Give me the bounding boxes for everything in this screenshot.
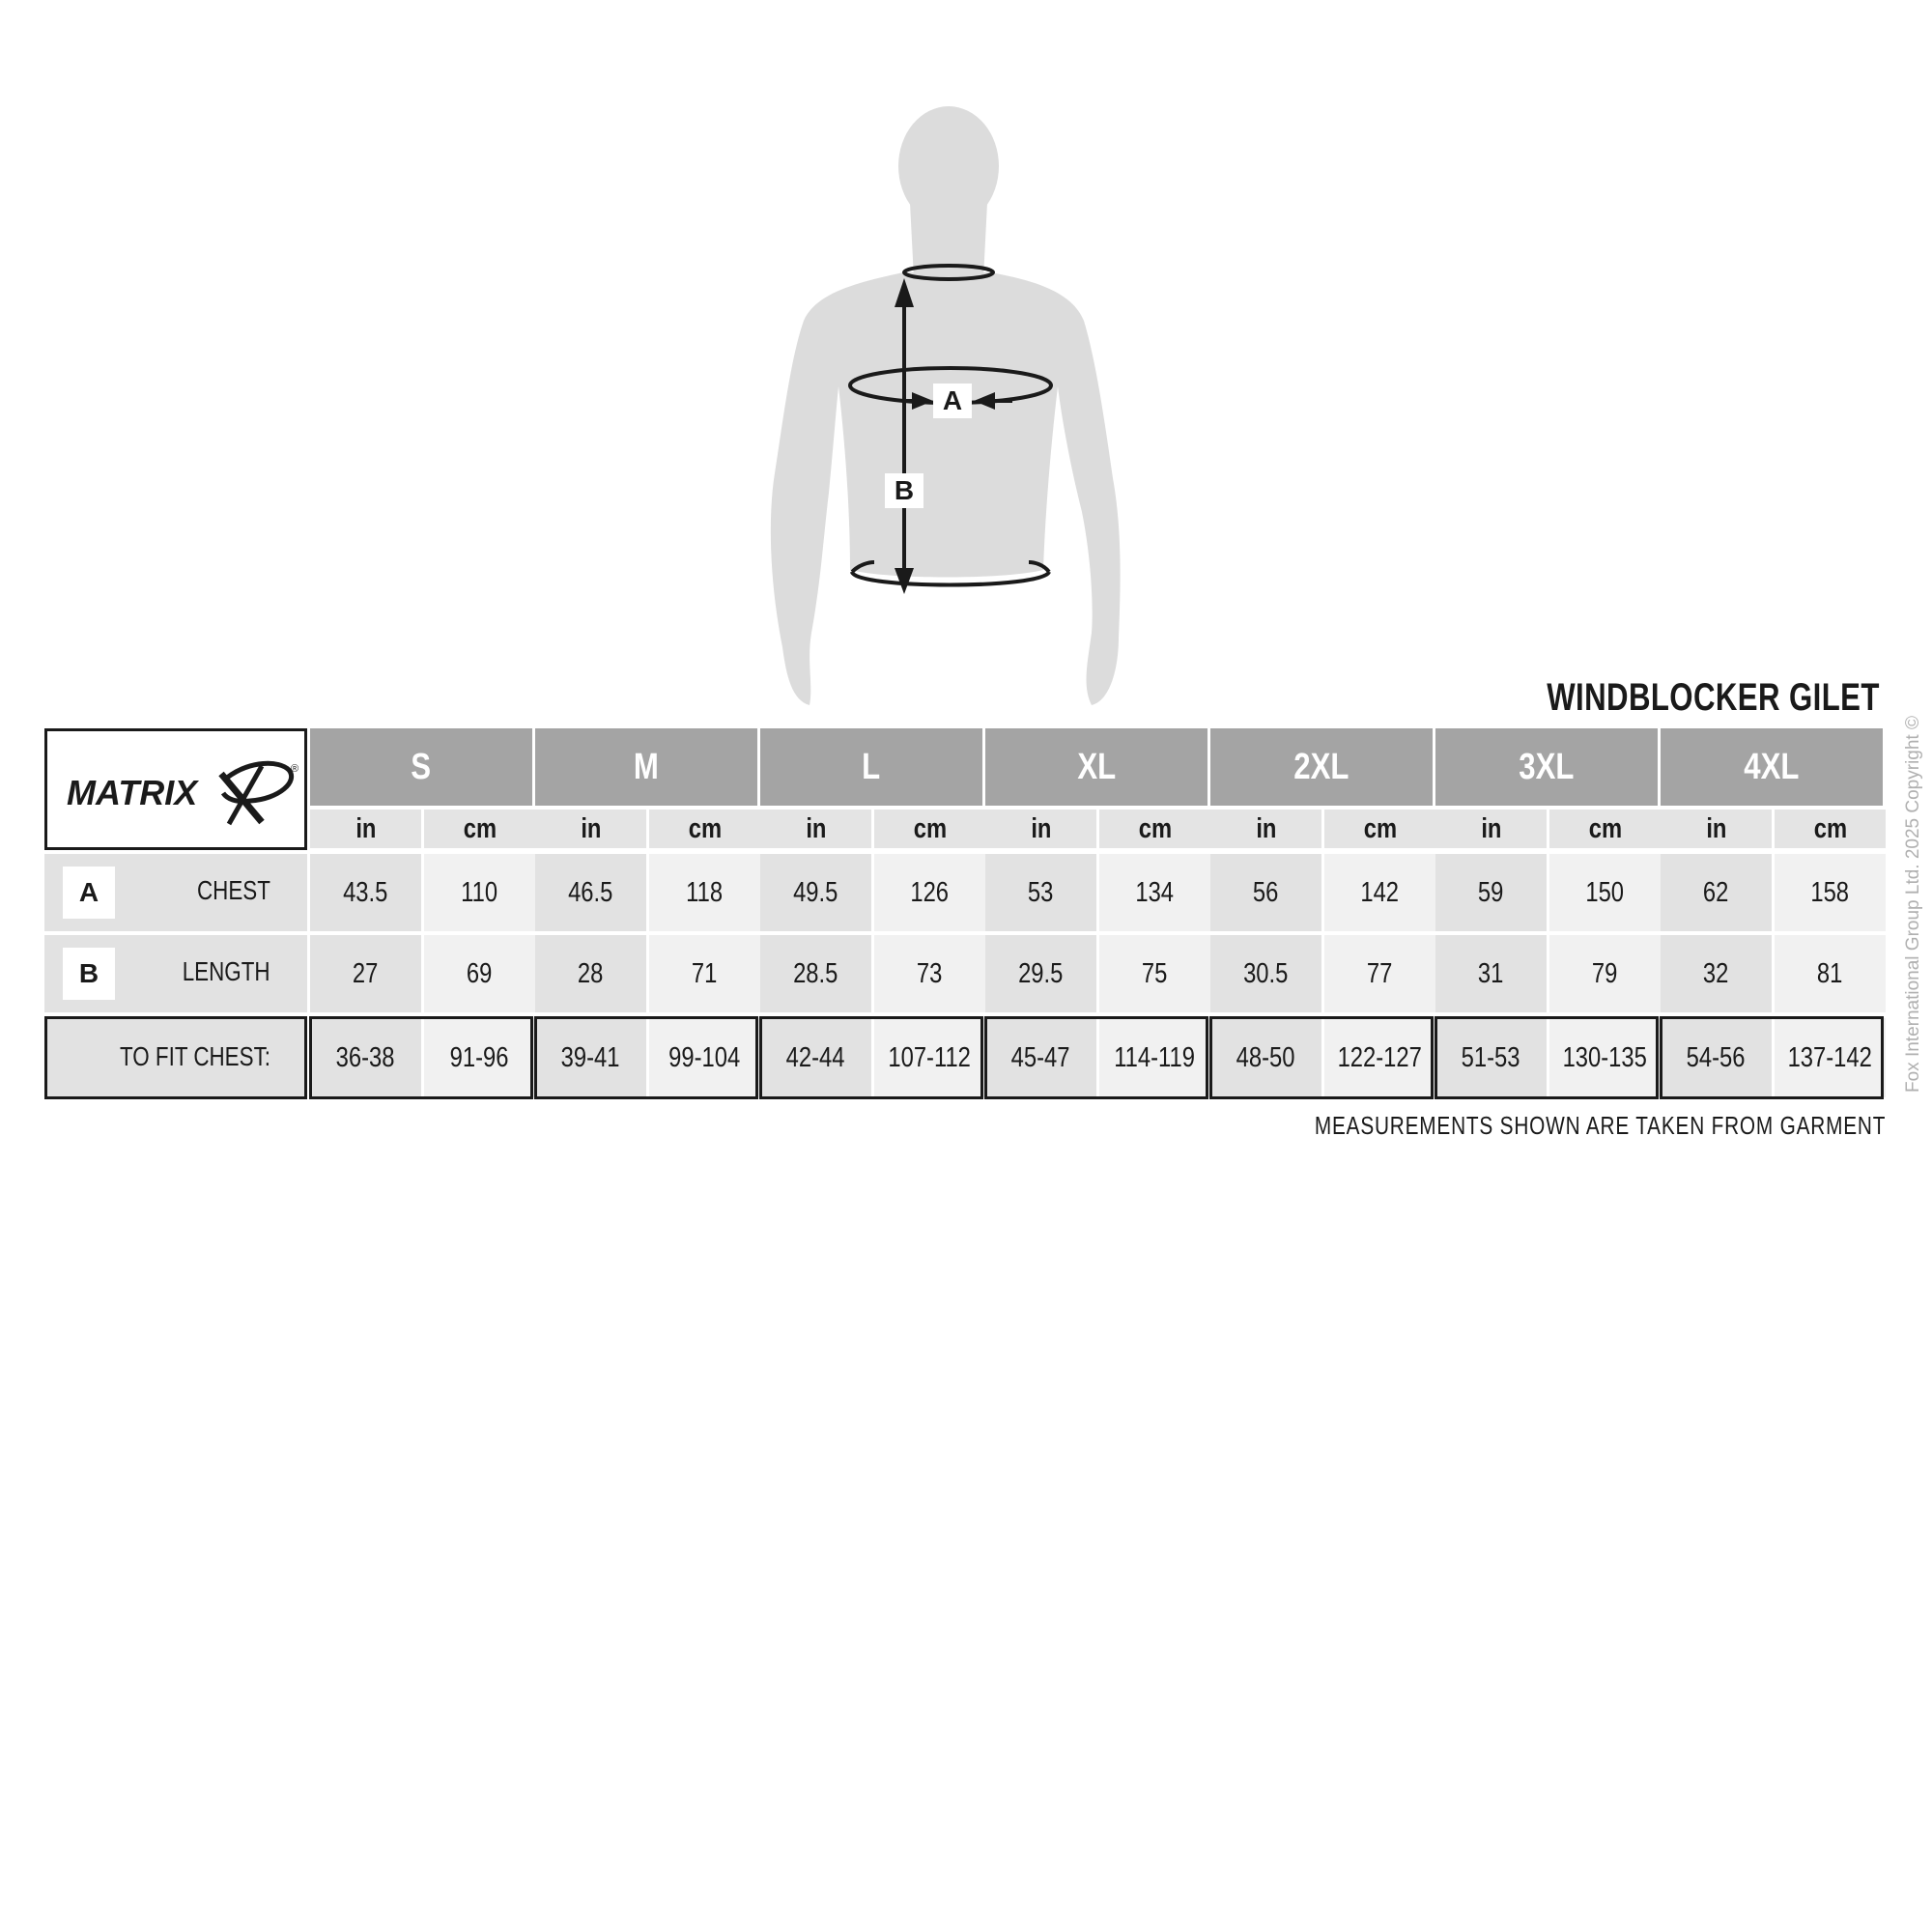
- size-header-m: M: [535, 728, 757, 806]
- length-cm-cell: 71: [649, 935, 760, 1012]
- length-cm-cell: 77: [1324, 935, 1435, 1012]
- unit-cm-header: cm: [1324, 810, 1435, 848]
- length-in-cell: 28.5: [760, 935, 871, 1012]
- chest-cm-cell: 134: [1099, 854, 1210, 931]
- unit-in-header: in: [310, 810, 421, 848]
- size-header-s: S: [310, 728, 532, 806]
- length-in-cell: 28: [535, 935, 646, 1012]
- fit-in-cell: 51-53: [1435, 1018, 1547, 1097]
- chest-in-cell: 62: [1661, 854, 1772, 931]
- size-header-4xl: 4XL: [1661, 728, 1883, 806]
- fit-in-cell: 42-44: [760, 1018, 871, 1097]
- fit-cm-cell: 122-127: [1324, 1018, 1435, 1097]
- chest-cm-cell: 118: [649, 854, 760, 931]
- size-header-xl: XL: [985, 728, 1208, 806]
- marker-a: A: [933, 384, 972, 418]
- size-header-l: L: [760, 728, 982, 806]
- chest-in-cell: 43.5: [310, 854, 421, 931]
- logo-text: MATRIX: [67, 773, 198, 812]
- chest-in-cell: 56: [1210, 854, 1321, 931]
- matrix-logo-icon: [47, 731, 304, 847]
- chest-cm-cell: 158: [1775, 854, 1886, 931]
- chest-cm-cell: 142: [1324, 854, 1435, 931]
- fit-in-cell: 48-50: [1210, 1018, 1321, 1097]
- fit-in-cell: 54-56: [1661, 1018, 1772, 1097]
- length-in-cell: 32: [1661, 935, 1772, 1012]
- fit-in-cell: 36-38: [310, 1018, 421, 1097]
- fit-cm-cell: 130-135: [1549, 1018, 1661, 1097]
- product-title: WINDBLOCKER GILET: [1547, 676, 1880, 719]
- chest-in-cell: 59: [1435, 854, 1547, 931]
- chest-in-cell: 46.5: [535, 854, 646, 931]
- unit-in-header: in: [760, 810, 871, 848]
- fit-in-cell: 39-41: [535, 1018, 646, 1097]
- unit-cm-header: cm: [424, 810, 535, 848]
- length-cm-cell: 75: [1099, 935, 1210, 1012]
- chest-in-cell: 53: [985, 854, 1096, 931]
- fit-cm-cell: 91-96: [424, 1018, 535, 1097]
- copyright-notice: [1895, 712, 1932, 1096]
- length-label: LENGTH: [183, 956, 270, 986]
- chest-label: CHEST: [197, 875, 270, 905]
- unit-cm-header: cm: [874, 810, 985, 848]
- unit-cm-header: cm: [1775, 810, 1886, 848]
- body-measurement-figure: [753, 106, 1179, 710]
- length-cm-cell: 69: [424, 935, 535, 1012]
- size-header-2xl: 2XL: [1210, 728, 1433, 806]
- length-letter: B: [63, 948, 115, 1000]
- brand-logo-box: [44, 728, 307, 850]
- length-cm-cell: 73: [874, 935, 985, 1012]
- unit-cm-header: cm: [1099, 810, 1210, 848]
- length-in-cell: 30.5: [1210, 935, 1321, 1012]
- unit-in-header: in: [535, 810, 646, 848]
- unit-in-header: in: [1661, 810, 1772, 848]
- fit-label-cell: [44, 1018, 307, 1097]
- length-in-cell: 29.5: [985, 935, 1096, 1012]
- chest-label-cell: [44, 854, 307, 931]
- fit-in-cell: 45-47: [985, 1018, 1096, 1097]
- chest-in-cell: 49.5: [760, 854, 871, 931]
- marker-b: B: [885, 473, 923, 508]
- chest-cm-cell: 126: [874, 854, 985, 931]
- fit-cm-cell: 107-112: [874, 1018, 985, 1097]
- unit-in-header: in: [985, 810, 1096, 848]
- length-in-cell: 27: [310, 935, 421, 1012]
- unit-cm-header: cm: [1549, 810, 1661, 848]
- size-header-3xl: 3XL: [1435, 728, 1658, 806]
- fit-label: TO FIT CHEST:: [120, 1041, 270, 1071]
- copyright-text: Fox International Group Ltd. 2025 Copyright ©: [1903, 715, 1923, 1094]
- unit-cm-header: cm: [649, 810, 760, 848]
- length-label-cell: [44, 935, 307, 1012]
- length-cm-cell: 79: [1549, 935, 1661, 1012]
- measurement-footnote: MEASUREMENTS SHOWN ARE TAKEN FROM GARMENT: [1314, 1111, 1886, 1140]
- fit-cm-cell: 137-142: [1775, 1018, 1886, 1097]
- length-in-cell: 31: [1435, 935, 1547, 1012]
- length-cm-cell: 81: [1775, 935, 1886, 1012]
- chest-letter: A: [63, 867, 115, 919]
- unit-in-header: in: [1435, 810, 1547, 848]
- chest-cm-cell: 150: [1549, 854, 1661, 931]
- fit-cm-cell: 99-104: [649, 1018, 760, 1097]
- chest-cm-cell: 110: [424, 854, 535, 931]
- registered-mark: ®: [291, 763, 299, 775]
- fit-cm-cell: 114-119: [1099, 1018, 1210, 1097]
- unit-in-header: in: [1210, 810, 1321, 848]
